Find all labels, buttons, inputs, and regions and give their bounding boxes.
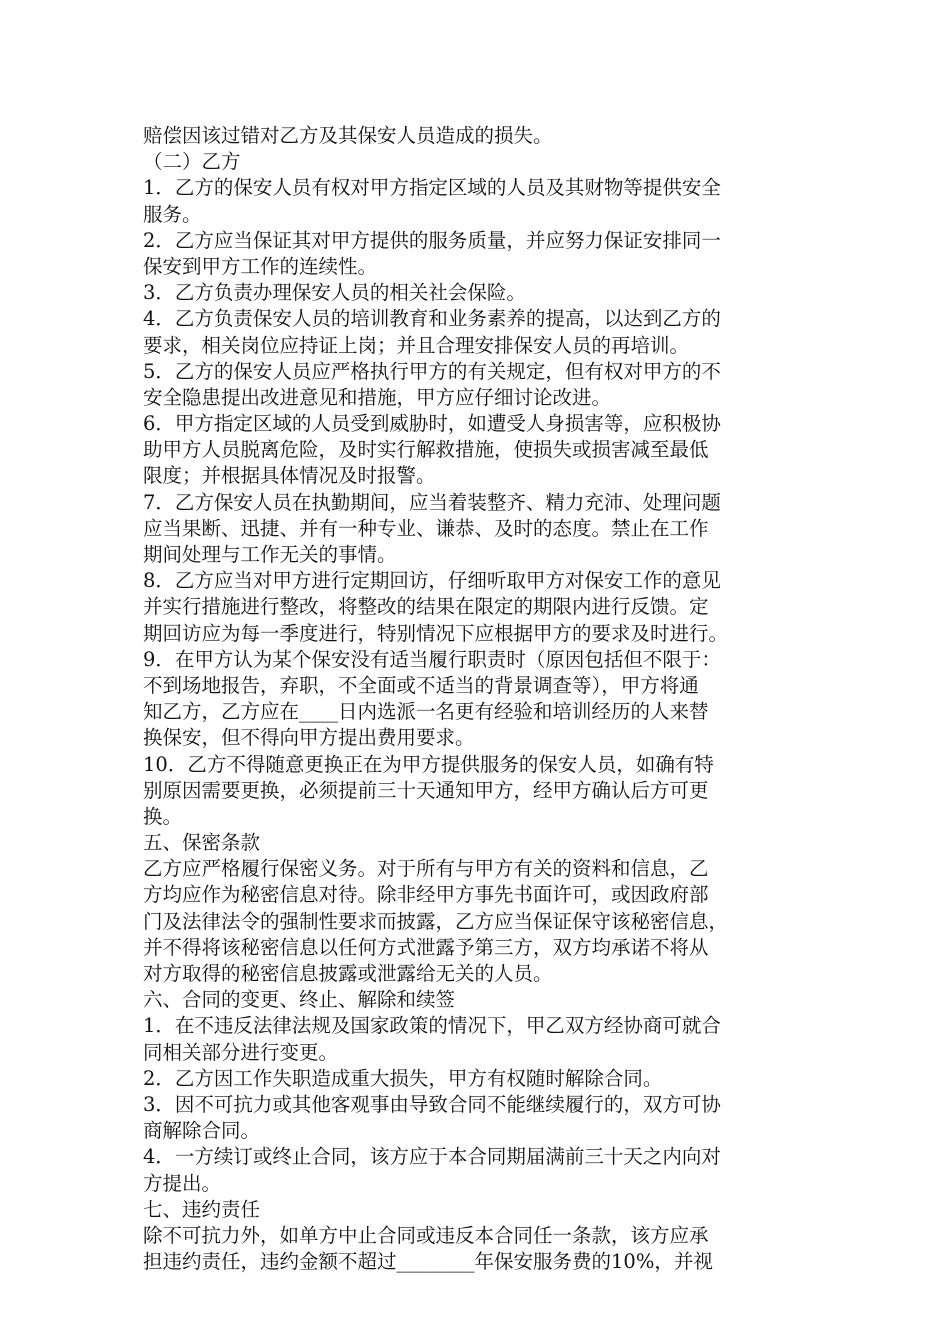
text-line: 方均应作为秘密信息对待。除非经甲方事先书面许可，或因政府部	[143, 883, 709, 907]
text-line: 换。	[143, 804, 183, 828]
text-line: 并不得将该秘密信息以任何方式泄露予第三方，双方均承诺不将从	[143, 935, 709, 959]
text-line: 限度；并根据具体情况及时报警。	[143, 464, 436, 488]
section-heading: （二）乙方	[143, 150, 241, 174]
text-line: 期回访应为每一季度进行，特别情况下应根据甲方的要求及时进行。	[143, 621, 729, 645]
text-line: 10．乙方不得随意更换正在为甲方提供服务的保安人员，如确有特	[143, 752, 714, 776]
text-line: 3．因不可抗力或其他客观事由导致合同不能继续履行的，双方可协	[143, 1092, 721, 1116]
text-line: 乙方应严格履行保密义务。对于所有与甲方有关的资料和信息，乙	[143, 857, 709, 881]
text-line: 6．甲方指定区域的人员受到威胁时，如遭受人身损害等，应积极协	[143, 412, 721, 436]
text-line: 9．在甲方认为某个保安没有适当履行职责时（原因包括但不限于：	[143, 647, 721, 671]
text-line: 方提出。	[143, 1171, 222, 1195]
text-line: 门及法律法令的强制性要求而披露，乙方应当保证保守该秘密信息，	[143, 909, 729, 933]
text-line: 应当果断、迅捷、并有一种专业、谦恭、及时的态度。禁止在工作	[143, 516, 709, 540]
text-line: 期间处理与工作无关的事情。	[143, 543, 397, 566]
text-line: 担违约责任，违约金额不超过________年保安服务费的10%，并视	[143, 1250, 713, 1274]
text-line: 要求，相关岗位应持证上岗；并且合理安排保安人员的再培训。	[143, 333, 690, 357]
text-line: 保安到甲方工作的连续性。	[143, 254, 378, 278]
text-line: 4．乙方负责保安人员的培训教育和业务素养的提高，以达到乙方的	[143, 307, 721, 331]
text-line: 换保安，但不得向甲方提出费用要求。	[143, 726, 475, 750]
text-line: 服务。	[143, 202, 202, 226]
text-line: 同相关部分进行变更。	[143, 1040, 339, 1064]
text-line: 3．乙方负责办理保安人员的相关社会保险。	[143, 281, 526, 305]
document-body	[143, 123, 813, 1275]
text-line: 赔偿因该过错对乙方及其保安人员造成的损失。	[143, 124, 553, 147]
text-line: 除不可抗力外，如单方中止合同或违反本合同任一条款，该方应承	[143, 1223, 709, 1247]
text-line: 7．乙方保安人员在执勤期间，应当着装整齐、精力充沛、处理问题	[143, 490, 721, 514]
text-line: 2．乙方因工作失职造成重大损失，甲方有权随时解除合同。	[143, 1066, 663, 1090]
text-line: 知乙方，乙方应在____日内选派一名更有经验和培训经历的人来替	[143, 700, 709, 724]
text-line: 安全隐患提出改进意见和措施，甲方应仔细讨论改进。	[143, 385, 612, 409]
text-line: 1．在不违反法律法规及国家政策的情况下，甲乙双方经协商可就合	[143, 1014, 721, 1038]
text-line: 商解除合同。	[143, 1119, 261, 1143]
text-line: 别原因需要更换，必须提前三十天通知甲方，经甲方确认后方可更	[143, 778, 709, 802]
text-line: 对方取得的秘密信息披露或泄露给无关的人员。	[143, 962, 553, 985]
section-heading: 五、保密条款	[143, 831, 261, 855]
text-line: 1．乙方的保安人员有权对甲方指定区域的人员及其财物等提供安全	[143, 176, 721, 200]
section-heading: 六、合同的变更、终止、解除和续签	[143, 988, 456, 1012]
text-line: 8．乙方应当对甲方进行定期回访，仔细听取甲方对保安工作的意见	[143, 569, 721, 593]
text-line: 4．一方续订或终止合同，该方应于本合同期届满前三十天之内向对	[143, 1145, 721, 1169]
text-line: 5．乙方的保安人员应严格执行甲方的有关规定，但有权对甲方的不	[143, 359, 721, 383]
text-line: 助甲方人员脱离危险，及时实行解救措施，使损失或损害减至最低	[143, 438, 709, 462]
section-heading: 七、违约责任	[143, 1197, 261, 1221]
text-line: 并实行措施进行整改，将整改的结果在限定的期限内进行反馈。定	[143, 595, 709, 619]
text-line: 不到场地报告，弃职，不全面或不适当的背景调查等），甲方将通	[143, 673, 699, 697]
text-line: 2．乙方应当保证其对甲方提供的服务质量，并应努力保证安排同一	[143, 228, 721, 252]
